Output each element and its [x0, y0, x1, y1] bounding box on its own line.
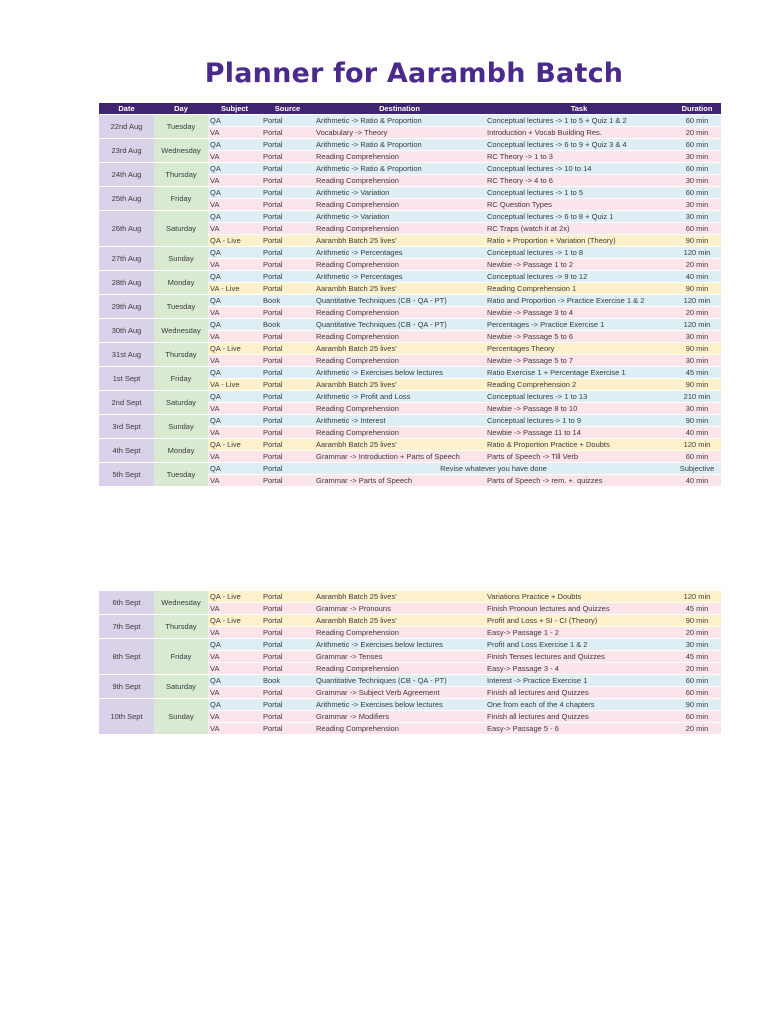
task-cell: RC Theory -> 1 to 3 — [485, 151, 673, 163]
duration-cell: 30 min — [673, 331, 721, 343]
source-cell: Portal — [261, 115, 314, 127]
date-cell: 10th Sept — [99, 699, 154, 735]
date-cell: 25th Aug — [99, 187, 154, 211]
duration-cell: 90 min — [673, 615, 721, 627]
table-row — [99, 591, 721, 603]
table-row — [99, 615, 721, 627]
destination-cell: Grammar -> Tenses — [314, 651, 485, 663]
day-cell: Tuesday — [154, 463, 208, 487]
day-cell: Wednesday — [154, 319, 208, 343]
source-cell: Portal — [261, 235, 314, 247]
date-cell: 3rd Sept — [99, 415, 154, 439]
table-row — [99, 247, 721, 259]
planner-table-2 — [99, 591, 721, 735]
task-cell: Newbie -> Passage 5 to 6 — [485, 331, 673, 343]
subject-cell: VA — [208, 403, 261, 415]
source-cell: Portal — [261, 603, 314, 615]
task-cell: Newbie -> Passage 11 to 14 — [485, 427, 673, 439]
destination-cell: Reading Comprehension — [314, 331, 485, 343]
destination-cell: Arithmetic -> Variation — [314, 187, 485, 199]
task-cell: Finish Pronoun lectures and Quizzes — [485, 603, 673, 615]
task-cell: One from each of the 4 chapters — [485, 699, 673, 711]
duration-cell: 120 min — [673, 295, 721, 307]
date-cell: 1st Sept — [99, 367, 154, 391]
duration-cell: 120 min — [673, 319, 721, 331]
destination-cell: Arithmetic -> Percentages — [314, 247, 485, 259]
destination-cell: Aarambh Batch 25 lives' — [314, 379, 485, 391]
source-cell: Portal — [261, 451, 314, 463]
task-cell: Ratio Exercise 1 + Percentage Exercise 1 — [485, 367, 673, 379]
destination-cell: Arithmetic -> Exercises below lectures — [314, 639, 485, 651]
subject-cell: QA — [208, 163, 261, 175]
planner-table-1 — [99, 103, 721, 487]
subject-cell: QA — [208, 139, 261, 151]
subject-cell: VA — [208, 475, 261, 487]
destination-cell: Grammar -> Pronouns — [314, 603, 485, 615]
date-cell: 27th Aug — [99, 247, 154, 271]
duration-cell: 60 min — [673, 115, 721, 127]
destination-cell: Arithmetic -> Percentages — [314, 271, 485, 283]
destination-cell: Reading Comprehension — [314, 151, 485, 163]
subject-cell: QA — [208, 391, 261, 403]
destination-cell: Arithmetic -> Ratio & Proportion — [314, 139, 485, 151]
date-cell: 29th Aug — [99, 295, 154, 319]
destination-cell: Arithmetic -> Ratio & Proportion — [314, 163, 485, 175]
duration-cell: 90 min — [673, 699, 721, 711]
destination-cell: Aarambh Batch 25 lives' — [314, 343, 485, 355]
subject-cell: VA — [208, 151, 261, 163]
source-cell: Portal — [261, 199, 314, 211]
task-cell: Newbie -> Passage 5 to 7 — [485, 355, 673, 367]
task-cell: Reading Comprehension 1 — [485, 283, 673, 295]
task-cell: Conceptual lectures -> 1 to 5 + Quiz 1 & 2 — [485, 115, 673, 127]
duration-cell: 90 min — [673, 415, 721, 427]
source-cell: Portal — [261, 163, 314, 175]
source-cell: Portal — [261, 663, 314, 675]
day-cell: Thursday — [154, 163, 208, 187]
col-task: Task — [485, 103, 673, 115]
day-cell: Friday — [154, 367, 208, 391]
duration-cell: 30 min — [673, 403, 721, 415]
destination-cell: Arithmetic -> Exercises below lectures — [314, 699, 485, 711]
source-cell: Portal — [261, 463, 314, 475]
day-cell: Thursday — [154, 343, 208, 367]
table-row — [99, 139, 721, 151]
duration-cell: 30 min — [673, 199, 721, 211]
task-cell: RC Question Types — [485, 199, 673, 211]
table-row — [99, 343, 721, 355]
table-row — [99, 675, 721, 687]
duration-cell: 60 min — [673, 675, 721, 687]
source-cell: Portal — [261, 343, 314, 355]
day-cell: Saturday — [154, 391, 208, 415]
subject-cell: VA — [208, 451, 261, 463]
source-cell: Portal — [261, 639, 314, 651]
source-cell: Portal — [261, 403, 314, 415]
duration-cell: 20 min — [673, 307, 721, 319]
date-cell: 22nd Aug — [99, 115, 154, 139]
day-cell: Sunday — [154, 699, 208, 735]
destination-cell: Reading Comprehension — [314, 223, 485, 235]
duration-cell: 60 min — [673, 139, 721, 151]
col-date: Date — [99, 103, 154, 115]
date-cell: 24th Aug — [99, 163, 154, 187]
task-cell: Percentages Theory — [485, 343, 673, 355]
task-cell: Easy-> Passage 5 - 6 — [485, 723, 673, 735]
table-row — [99, 163, 721, 175]
source-cell: Portal — [261, 283, 314, 295]
source-cell: Portal — [261, 439, 314, 451]
destination-cell: Reading Comprehension — [314, 175, 485, 187]
source-cell: Portal — [261, 139, 314, 151]
source-cell: Portal — [261, 711, 314, 723]
table-row — [99, 295, 721, 307]
task-cell: Conceptual lectures -> 6 to 8 + Quiz 1 — [485, 211, 673, 223]
task-cell: Profit and Loss + SI - CI (Theory) — [485, 615, 673, 627]
source-cell: Portal — [261, 699, 314, 711]
destination-cell: Reading Comprehension — [314, 199, 485, 211]
source-cell: Portal — [261, 175, 314, 187]
source-cell: Book — [261, 675, 314, 687]
task-cell: Conceptual lectures -> 1 to 13 — [485, 391, 673, 403]
subject-cell: VA — [208, 651, 261, 663]
task-cell: Ratio + Proportion + Variation (Theory) — [485, 235, 673, 247]
source-cell: Book — [261, 295, 314, 307]
day-cell: Tuesday — [154, 295, 208, 319]
planner-body-2 — [99, 591, 721, 735]
subject-cell: VA — [208, 331, 261, 343]
duration-cell: 90 min — [673, 379, 721, 391]
duration-cell: 90 min — [673, 235, 721, 247]
task-cell: Finish all lectures and Quizzes — [485, 687, 673, 699]
destination-cell: Quantitative Techniques (CB - QA - PT) — [314, 319, 485, 331]
task-cell: Percentages -> Practice Exercise 1 — [485, 319, 673, 331]
destination-cell: Arithmetic -> Interest — [314, 415, 485, 427]
task-cell: Profit and Loss Exercise 1 & 2 — [485, 639, 673, 651]
duration-cell: 60 min — [673, 687, 721, 699]
source-cell: Portal — [261, 415, 314, 427]
task-cell: Ratio and Proportion -> Practice Exercise 1 & 2 — [485, 295, 673, 307]
table-row — [99, 639, 721, 651]
date-cell: 30th Aug — [99, 319, 154, 343]
destination-cell: Vocabulary -> Theory — [314, 127, 485, 139]
destination-cell: Arithmetic -> Exercises below lectures — [314, 367, 485, 379]
duration-cell: 20 min — [673, 127, 721, 139]
destination-cell: Arithmetic -> Variation — [314, 211, 485, 223]
task-cell: Reading Comprehension 2 — [485, 379, 673, 391]
destination-cell: Reading Comprehension — [314, 403, 485, 415]
subject-cell: QA - Live — [208, 235, 261, 247]
subject-cell: VA - Live — [208, 283, 261, 295]
task-cell: RC Traps (watch it at 2x) — [485, 223, 673, 235]
source-cell: Portal — [261, 723, 314, 735]
duration-cell: 30 min — [673, 211, 721, 223]
date-cell: 26th Aug — [99, 211, 154, 247]
task-cell: Conceptual lectures -> 1 to 5 — [485, 187, 673, 199]
destination-cell: Aarambh Batch 25 lives' — [314, 615, 485, 627]
date-cell: 6th Sept — [99, 591, 154, 615]
table-row — [99, 187, 721, 199]
subject-cell: VA — [208, 627, 261, 639]
page-title: Planner for Aarambh Batch — [204, 58, 624, 89]
source-cell: Portal — [261, 355, 314, 367]
source-cell: Portal — [261, 391, 314, 403]
source-cell: Portal — [261, 475, 314, 487]
subject-cell: QA - Live — [208, 343, 261, 355]
subject-cell: QA — [208, 295, 261, 307]
task-cell: Finish all lectures and Quizzes — [485, 711, 673, 723]
duration-cell: Subjective — [673, 463, 721, 475]
destination-cell: Aarambh Batch 25 lives' — [314, 283, 485, 295]
source-cell: Book — [261, 319, 314, 331]
date-cell: 8th Sept — [99, 639, 154, 675]
subject-cell: QA — [208, 367, 261, 379]
table-row — [99, 211, 721, 223]
subject-cell: QA — [208, 415, 261, 427]
duration-cell: 120 min — [673, 591, 721, 603]
source-cell: Portal — [261, 379, 314, 391]
col-day: Day — [154, 103, 208, 115]
destination-cell: Arithmetic -> Profit and Loss — [314, 391, 485, 403]
duration-cell: 30 min — [673, 355, 721, 367]
date-cell: 31st Aug — [99, 343, 154, 367]
destination-cell: Quantitative Techniques (CB - QA - PT) — [314, 675, 485, 687]
table-row — [99, 699, 721, 711]
table-row — [99, 367, 721, 379]
subject-cell: QA - Live — [208, 615, 261, 627]
task-cell: Conceptual lectures-> 1 to 9 — [485, 415, 673, 427]
table-row — [99, 115, 721, 127]
duration-cell: 20 min — [673, 259, 721, 271]
task-cell: Easy-> Passage 1 - 2 — [485, 627, 673, 639]
subject-cell: VA — [208, 723, 261, 735]
table-row — [99, 319, 721, 331]
destination-cell: Aarambh Batch 25 lives' — [314, 591, 485, 603]
task-cell: Newbie -> Passage 3 to 4 — [485, 307, 673, 319]
subject-cell: QA — [208, 247, 261, 259]
date-cell: 23rd Aug — [99, 139, 154, 163]
source-cell: Portal — [261, 187, 314, 199]
task-cell: Conceptual lectures -> 9 to 12 — [485, 271, 673, 283]
day-cell: Wednesday — [154, 139, 208, 163]
source-cell: Portal — [261, 627, 314, 639]
subject-cell: VA — [208, 711, 261, 723]
task-cell: Interest -> Practice Exercise 1 — [485, 675, 673, 687]
subject-cell: QA - Live — [208, 439, 261, 451]
destination-cell: Reading Comprehension — [314, 723, 485, 735]
destination-cell: Grammar -> Parts of Speech — [314, 475, 485, 487]
subject-cell: QA — [208, 115, 261, 127]
day-cell: Thursday — [154, 615, 208, 639]
subject-cell: QA — [208, 271, 261, 283]
subject-cell: QA — [208, 639, 261, 651]
source-cell: Portal — [261, 687, 314, 699]
table-row — [99, 463, 721, 475]
duration-cell: 90 min — [673, 283, 721, 295]
destination-cell: Reading Comprehension — [314, 427, 485, 439]
source-cell: Portal — [261, 271, 314, 283]
day-cell: Monday — [154, 439, 208, 463]
header-row — [99, 103, 721, 115]
task-cell: Conceptual lectures -> 6 to 9 + Quiz 3 & 4 — [485, 139, 673, 151]
duration-cell: 45 min — [673, 367, 721, 379]
subject-cell: VA — [208, 687, 261, 699]
subject-cell: VA — [208, 355, 261, 367]
duration-cell: 120 min — [673, 439, 721, 451]
duration-cell: 20 min — [673, 627, 721, 639]
table-row — [99, 271, 721, 283]
duration-cell: 60 min — [673, 163, 721, 175]
task-cell: Conceptual lectures -> 1 to 8 — [485, 247, 673, 259]
duration-cell: 45 min — [673, 651, 721, 663]
subject-cell: QA - Live — [208, 591, 261, 603]
destination-cell: Reading Comprehension — [314, 627, 485, 639]
source-cell: Portal — [261, 591, 314, 603]
destination-cell: Reading Comprehension — [314, 259, 485, 271]
destination-cell: Reading Comprehension — [314, 663, 485, 675]
planner-body-1 — [99, 115, 721, 487]
subject-cell: VA — [208, 175, 261, 187]
source-cell: Portal — [261, 223, 314, 235]
task-cell: Newbie -> Passage 1 to 2 — [485, 259, 673, 271]
duration-cell: 120 min — [673, 247, 721, 259]
destination-cell: Grammar -> Subject Verb Agreement — [314, 687, 485, 699]
day-cell: Tuesday — [154, 115, 208, 139]
duration-cell: 40 min — [673, 271, 721, 283]
date-cell: 7th Sept — [99, 615, 154, 639]
destination-cell: Quantitative Techniques (CB - QA - PT) — [314, 295, 485, 307]
subject-cell: QA — [208, 319, 261, 331]
date-cell: 2nd Sept — [99, 391, 154, 415]
day-cell: Sunday — [154, 415, 208, 439]
day-cell: Wednesday — [154, 591, 208, 615]
date-cell: 5th Sept — [99, 463, 154, 487]
col-duration: Duration — [673, 103, 721, 115]
task-cell: Ratio & Proportion Practice + Doubts — [485, 439, 673, 451]
task-cell: Easy-> Passage 3 - 4 — [485, 663, 673, 675]
date-cell: 9th Sept — [99, 675, 154, 699]
table-row — [99, 439, 721, 451]
duration-cell: 30 min — [673, 151, 721, 163]
source-cell: Portal — [261, 211, 314, 223]
subject-cell: QA — [208, 211, 261, 223]
day-cell: Saturday — [154, 675, 208, 699]
duration-cell: 210 min — [673, 391, 721, 403]
subject-cell: QA — [208, 699, 261, 711]
destination-cell: Aarambh Batch 25 lives' — [314, 439, 485, 451]
duration-cell: 30 min — [673, 175, 721, 187]
duration-cell: 60 min — [673, 223, 721, 235]
destination-cell: Aarambh Batch 25 lives' — [314, 235, 485, 247]
task-cell: Variations Practice + Doubts — [485, 591, 673, 603]
duration-cell: 20 min — [673, 723, 721, 735]
subject-cell: VA - Live — [208, 379, 261, 391]
source-cell: Portal — [261, 127, 314, 139]
task-cell: Introduction + Vocab Building Res. — [485, 127, 673, 139]
destination-cell: Grammar -> Modifiers — [314, 711, 485, 723]
task-cell: Finish Tenses lectures and Quizzes — [485, 651, 673, 663]
subject-cell: VA — [208, 259, 261, 271]
subject-cell: VA — [208, 127, 261, 139]
source-cell: Portal — [261, 651, 314, 663]
destination-cell: Reading Comprehension — [314, 307, 485, 319]
subject-cell: VA — [208, 603, 261, 615]
duration-cell: 60 min — [673, 451, 721, 463]
col-destination: Destination — [314, 103, 485, 115]
day-cell: Friday — [154, 639, 208, 675]
duration-cell: 40 min — [673, 427, 721, 439]
task-cell: Newbie -> Passage 8 to 10 — [485, 403, 673, 415]
subject-cell: QA — [208, 675, 261, 687]
subject-cell: VA — [208, 307, 261, 319]
day-cell: Monday — [154, 271, 208, 295]
destination-cell: Grammar -> Introduction + Parts of Speech — [314, 451, 485, 463]
duration-cell: 45 min — [673, 603, 721, 615]
subject-cell: VA — [208, 223, 261, 235]
subject-cell: QA — [208, 463, 261, 475]
source-cell: Portal — [261, 427, 314, 439]
subject-cell: VA — [208, 427, 261, 439]
date-cell: 28th Aug — [99, 271, 154, 295]
table-row — [99, 415, 721, 427]
subject-cell: VA — [208, 199, 261, 211]
col-source: Source — [261, 103, 314, 115]
source-cell: Portal — [261, 307, 314, 319]
source-cell: Portal — [261, 151, 314, 163]
day-cell: Friday — [154, 187, 208, 211]
duration-cell: 60 min — [673, 187, 721, 199]
source-cell: Portal — [261, 247, 314, 259]
task-cell: RC Theory -> 4 to 6 — [485, 175, 673, 187]
duration-cell: 20 min — [673, 663, 721, 675]
source-cell: Portal — [261, 367, 314, 379]
subject-cell: VA — [208, 663, 261, 675]
task-cell: Parts of Speech -> Till Verb — [485, 451, 673, 463]
duration-cell: 60 min — [673, 711, 721, 723]
subject-cell: QA — [208, 187, 261, 199]
source-cell: Portal — [261, 615, 314, 627]
task-cell: Conceptual lectures -> 10 to 14 — [485, 163, 673, 175]
duration-cell: 40 min — [673, 475, 721, 487]
destination-cell: Reading Comprehension — [314, 355, 485, 367]
source-cell: Portal — [261, 259, 314, 271]
source-cell: Portal — [261, 331, 314, 343]
table-row — [99, 391, 721, 403]
destination-cell: Arithmetic -> Ratio & Proportion — [314, 115, 485, 127]
duration-cell: 90 min — [673, 343, 721, 355]
date-cell: 4th Sept — [99, 439, 154, 463]
day-cell: Saturday — [154, 211, 208, 247]
day-cell: Sunday — [154, 247, 208, 271]
merged-note-cell: Revise whatever you have done — [314, 463, 673, 475]
col-subject: Subject — [208, 103, 261, 115]
task-cell: Parts of Speech -> rem. +. quizzes — [485, 475, 673, 487]
duration-cell: 30 min — [673, 639, 721, 651]
